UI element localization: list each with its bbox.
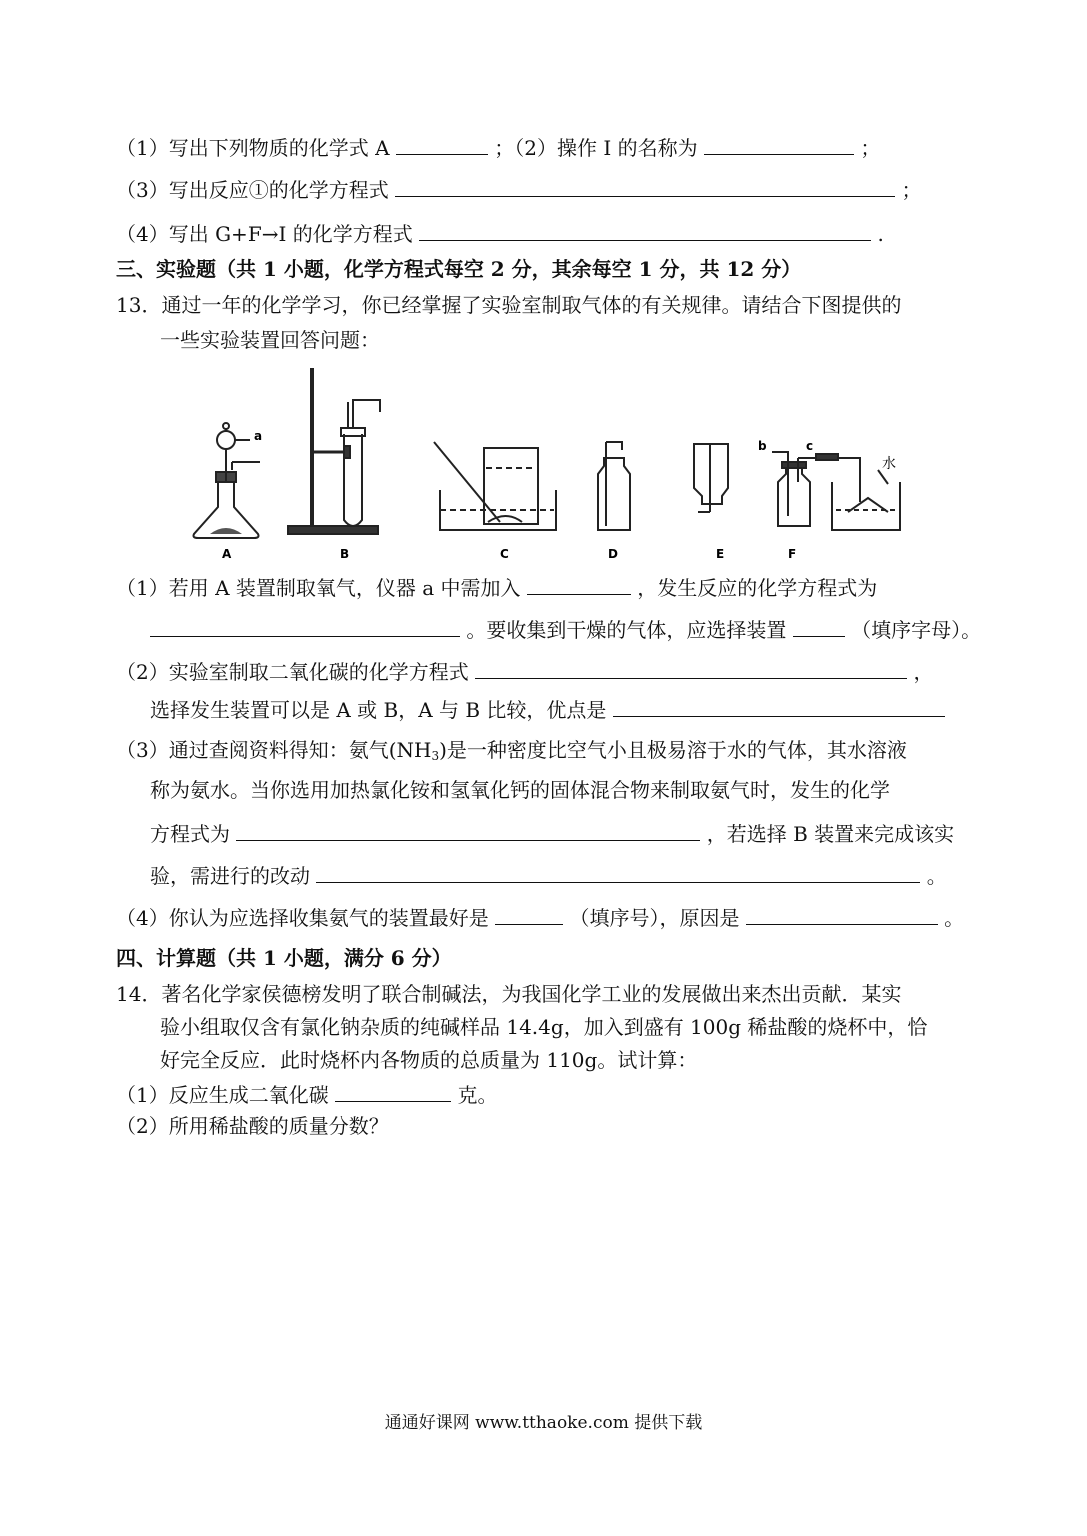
figure-label-c: C xyxy=(500,547,509,561)
apparatus-f xyxy=(772,452,900,530)
q14-stem-1: 14．著名化学家侯德榜发明了联合制碱法，为我国化学工业的发展做出来杰出贡献．某实 xyxy=(116,982,902,1006)
answer-blank[interactable] xyxy=(495,902,563,925)
q13-3-text-2: )是一种密度比空气小且极易溶于水的气体，其水溶液 xyxy=(439,738,907,762)
figure-label-f: F xyxy=(788,547,797,561)
section-heading-4: 四、计算题（共 1 小题，满分 6 分） xyxy=(116,946,452,970)
answer-blank[interactable] xyxy=(704,132,854,155)
q13-2-text-b: 选择发生装置可以是 A 或 B，A 与 B 比较，优点是 xyxy=(150,698,607,722)
q12-line-1 xyxy=(116,132,880,162)
answer-blank[interactable] xyxy=(613,694,945,717)
q13-4-text-b: （填序号），原因是 xyxy=(569,906,740,930)
answer-blank[interactable] xyxy=(316,860,920,883)
q12-line-2 xyxy=(116,174,921,204)
q13-2-line-2 xyxy=(150,694,945,724)
q13-2-text: （2）实验室制取二氧化碳的化学方程式 xyxy=(116,660,469,684)
q12-line-3 xyxy=(116,218,884,248)
answer-blank[interactable] xyxy=(419,218,871,241)
label-a: a xyxy=(254,429,263,443)
punct: 。 xyxy=(944,906,965,930)
q13-1-text: （1）若用 A 装置制取氧气，仪器 a 中需加入 xyxy=(116,576,521,600)
apparatus-d xyxy=(598,442,630,530)
q13-4-text: （4）你认为应选择收集氨气的装置最好是 xyxy=(116,906,489,930)
figure-label-a: A xyxy=(222,547,232,561)
q13-1-text-b: ，发生反应的化学方程式为 xyxy=(637,576,878,600)
q12-l1-text: （1）写出下列物质的化学式 A xyxy=(116,136,390,160)
apparatus-e xyxy=(694,444,728,512)
q13-1-text-c: 。要收集到干燥的气体，应选择装置 xyxy=(466,618,787,642)
q12-l3-text: （4）写出 G+F→I 的化学方程式 xyxy=(116,222,413,246)
q13-stem-2: 一些实验装置回答问题： xyxy=(160,328,380,352)
answer-blank[interactable] xyxy=(236,818,700,841)
figure-label-e: E xyxy=(716,547,725,561)
answer-blank[interactable] xyxy=(395,174,895,197)
punct: ； xyxy=(860,136,881,160)
apparatus-figure xyxy=(188,362,923,567)
q12-l1-text-b: ；（2）操作 I 的名称为 xyxy=(494,136,698,160)
punct: 。 xyxy=(926,864,947,888)
q13-3-line-4 xyxy=(150,860,947,890)
q14-1-text: （1）反应生成二氧化碳 xyxy=(116,1083,329,1107)
answer-blank[interactable] xyxy=(335,1079,451,1102)
label-c: c xyxy=(806,439,814,453)
subscript: 3 xyxy=(431,749,440,763)
section-heading: 三、实验题（共 1 小题，化学方程式每空 2 分，其余每空 1 分，共 12 分） xyxy=(116,257,802,281)
answer-blank[interactable] xyxy=(746,902,938,925)
punct: ， xyxy=(913,660,934,684)
q13-3-text-c2: ，若选择 B 装置来完成该实 xyxy=(706,822,955,846)
q13-1-line-2 xyxy=(150,614,981,644)
q13-4-line xyxy=(116,902,964,932)
q13-2-line-1 xyxy=(116,656,933,686)
q12-l2-text: （3）写出反应①的化学方程式 xyxy=(116,178,389,202)
figure-label-d: D xyxy=(608,547,618,561)
figure-label-b: B xyxy=(340,547,350,561)
q14-stem-2: 验小组取仅含有氯化钠杂质的纯碱样品 14.4g，加入到盛有 100g 稀盐酸的烧杯中，恰 xyxy=(160,1015,928,1039)
q14-1-text-b: 克。 xyxy=(457,1083,498,1107)
answer-blank[interactable] xyxy=(475,656,907,679)
apparatus-c xyxy=(434,442,556,530)
q13-1-text-d: （填序字母）。 xyxy=(851,618,982,642)
q13-3-text: （3）通过查阅资料得知：氨气(NH xyxy=(116,738,432,762)
answer-blank[interactable] xyxy=(150,614,460,637)
q13-3-text-c: 方程式为 xyxy=(150,822,230,846)
q13-stem: 13．通过一年的化学学习，你已经掌握了实验室制取气体的有关规律。请结合下图提供的 xyxy=(116,293,902,317)
footer-credit: 通通好课网 www.tthaoke.com 提供下载 xyxy=(384,1413,703,1433)
q13-3-line-2: 称为氨水。当你选用加热氯化铵和氢氧化钙的固体混合物来制取氨气时，发生的化学 xyxy=(150,778,890,802)
answer-blank[interactable] xyxy=(396,132,488,155)
q13-1-line-1 xyxy=(116,572,877,602)
q13-3-line-1 xyxy=(116,736,907,770)
apparatus-a xyxy=(194,423,261,538)
punct: ； xyxy=(901,178,922,202)
label-water: 水 xyxy=(882,456,896,472)
answer-blank[interactable] xyxy=(793,614,845,637)
q14-2-line: （2）所用稀盐酸的质量分数？ xyxy=(116,1114,389,1138)
label-b: b xyxy=(758,439,767,453)
answer-blank[interactable] xyxy=(527,572,631,595)
q13-3-line-3 xyxy=(150,818,954,848)
q14-1-line xyxy=(116,1079,497,1109)
q13-3-text-d: 验，需进行的改动 xyxy=(150,864,310,888)
q14-stem-3: 好完全反应．此时烧杯内各物质的总质量为 110g。试计算： xyxy=(160,1048,698,1072)
apparatus-b xyxy=(288,368,380,534)
punct: . xyxy=(877,222,884,246)
